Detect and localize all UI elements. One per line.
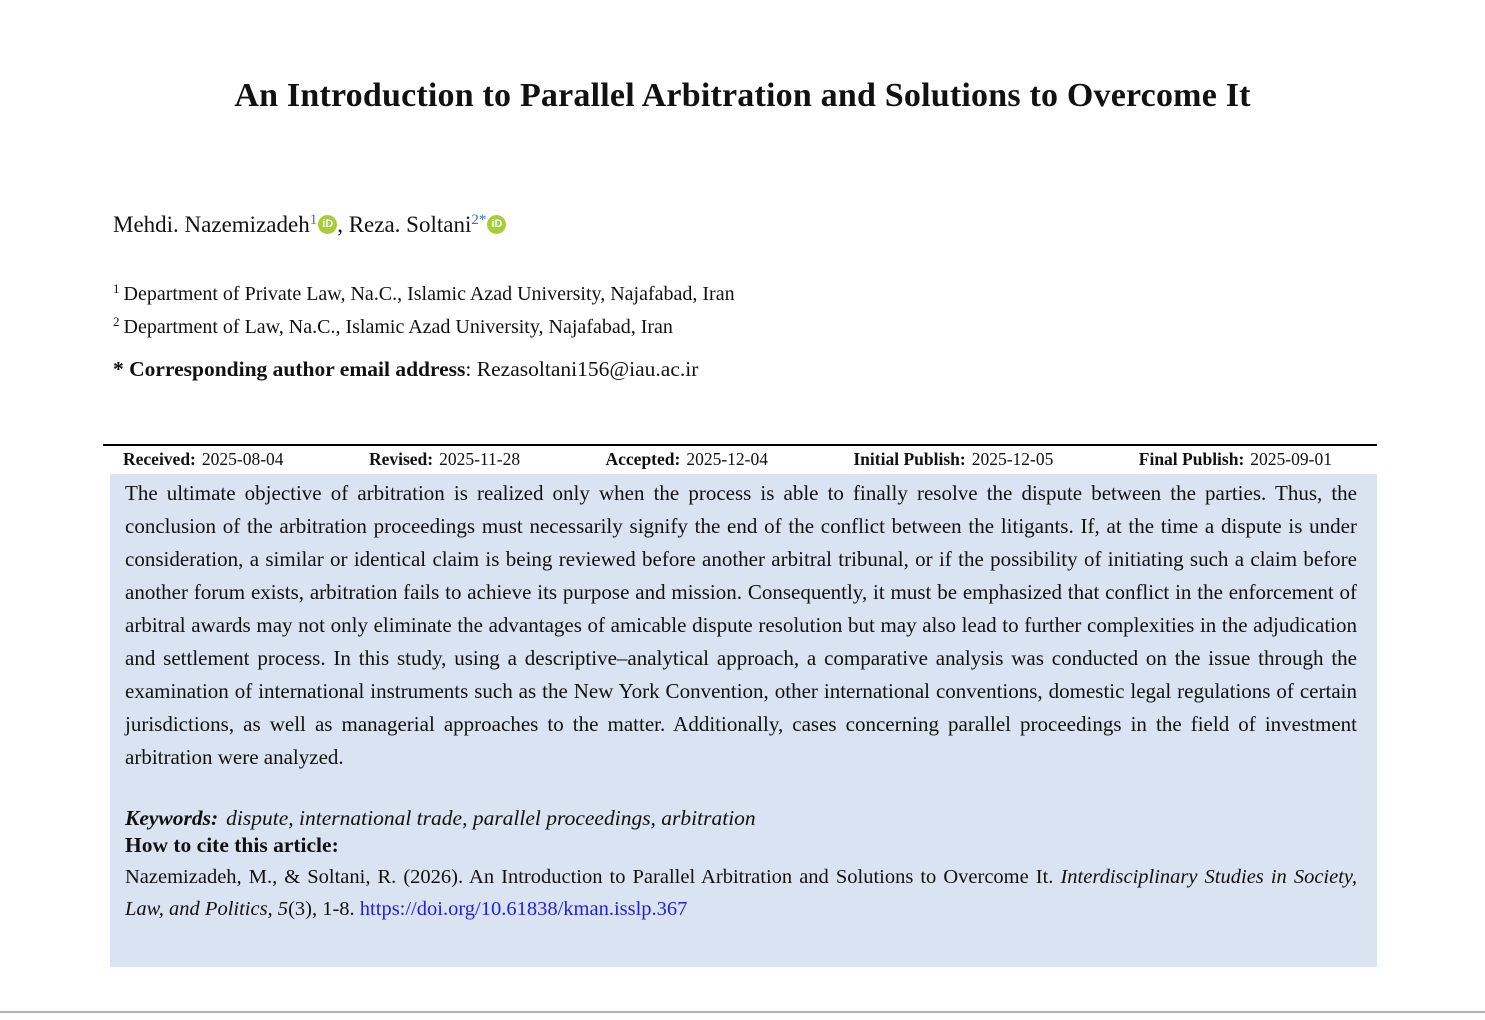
corresponding-author-email: Rezasoltani156@iau.ac.ir bbox=[476, 357, 699, 381]
received-date bbox=[123, 449, 284, 470]
citation-authors-title: Nazemizadeh, M., & Soltani, R. (2026). An Introduction to Parallel Arbitration and Solutions to Overcome It. bbox=[125, 866, 1061, 888]
initial-publish-date bbox=[853, 449, 1053, 470]
received-value: 2025-08-04 bbox=[201, 449, 284, 469]
corresponding-author-line bbox=[113, 357, 698, 382]
final-publish-date bbox=[1139, 449, 1332, 470]
affiliation-superscript: 2 bbox=[113, 314, 120, 329]
page-title: An Introduction to Parallel Arbitration and Solutions to Overcome It bbox=[234, 76, 1251, 114]
publication-dates-row bbox=[103, 446, 1377, 472]
author-line bbox=[113, 212, 506, 238]
affiliation-line bbox=[113, 308, 735, 341]
publication-dates-section bbox=[103, 444, 1377, 472]
affiliation-line bbox=[113, 275, 735, 308]
page-edge-divider bbox=[0, 1011, 1485, 1020]
author-name: Mehdi. Nazemizadeh bbox=[113, 212, 310, 237]
initial-publish-label: Initial Publish: bbox=[853, 449, 966, 469]
orcid-icon-label: iD bbox=[491, 218, 503, 230]
author-affiliation-superscript: 1 bbox=[309, 212, 318, 228]
orcid-icon[interactable] bbox=[318, 215, 337, 234]
keywords-text: dispute, international trade, parallel proceedings, arbitration bbox=[226, 806, 756, 830]
revised-value: 2025-11-28 bbox=[439, 449, 521, 469]
author-affiliation-superscript: 2* bbox=[471, 212, 487, 228]
affiliation-text: Department of Private Law, Na.C., Islamic Azad University, Najafabad, Iran bbox=[123, 283, 735, 305]
revised-label: Revised: bbox=[368, 449, 434, 469]
abstract-panel bbox=[110, 474, 1377, 967]
final-publish-value: 2025-09-01 bbox=[1250, 449, 1332, 469]
revised-date bbox=[369, 449, 520, 470]
keywords-label: Keywords: bbox=[125, 806, 219, 830]
initial-publish-value: 2025-12-05 bbox=[971, 449, 1054, 469]
affiliation-text: Department of Law, Na.C., Islamic Azad University, Najafabad, Iran bbox=[123, 316, 673, 338]
affiliations bbox=[113, 275, 735, 341]
author-name: Reza. Soltani bbox=[348, 212, 472, 237]
received-label: Received: bbox=[123, 449, 196, 469]
citation-journal-name: Interdisciplinary Studies in Society, Law, and Politics, 5 bbox=[125, 866, 1358, 920]
citation-issue-pages: (3), 1-8. bbox=[288, 898, 360, 920]
accepted-label: Accepted: bbox=[605, 449, 681, 469]
author-separator: , bbox=[337, 212, 349, 237]
corresponding-separator: : bbox=[465, 357, 477, 381]
affiliation-superscript: 1 bbox=[113, 281, 120, 296]
keywords-line bbox=[125, 806, 1357, 831]
doi-link[interactable]: https://doi.org/10.61838/kman.isslp.367 bbox=[359, 898, 688, 920]
how-to-cite-heading: How to cite this article: bbox=[125, 833, 339, 857]
abstract-text: The ultimate objective of arbitration is realized only when the process is able to finally resolve the dispute between the parties. Thus, the conclusion of the arbitration proceedings must necessarily signify the end of the conflict between the litigants. If, at the time a dispute is under consideration, a similar or identical claim is being reviewed before another arbitral tribunal, or if the possibility of initiating such a claim before another forum exists, arbitration fails to achieve its purpose and mission. Consequently, it must be emphasized that conflict in the enforcement of arbitral awards may not only eliminate the advantages of amicable dispute resolution but may also lead to further complexities in the adjudication and settlement process. In this study, using a descriptive–analytical approach, a comparative analysis was conducted on the issue through the examination of international instruments such as the New York Convention, other international conventions, domestic legal regulations of certain jurisdictions, as well as managerial approaches to the matter. Additionally, cases concerning parallel proceedings in the field of investment arbitration were analyzed. bbox=[125, 481, 1357, 769]
accepted-date bbox=[606, 449, 768, 470]
corresponding-author-label: * Corresponding author email address bbox=[113, 357, 466, 381]
final-publish-label: Final Publish: bbox=[1138, 449, 1245, 469]
orcid-icon[interactable] bbox=[487, 215, 506, 234]
orcid-icon-label: iD bbox=[322, 218, 334, 230]
citation-text bbox=[125, 861, 1357, 925]
accepted-value: 2025-12-04 bbox=[686, 449, 768, 469]
